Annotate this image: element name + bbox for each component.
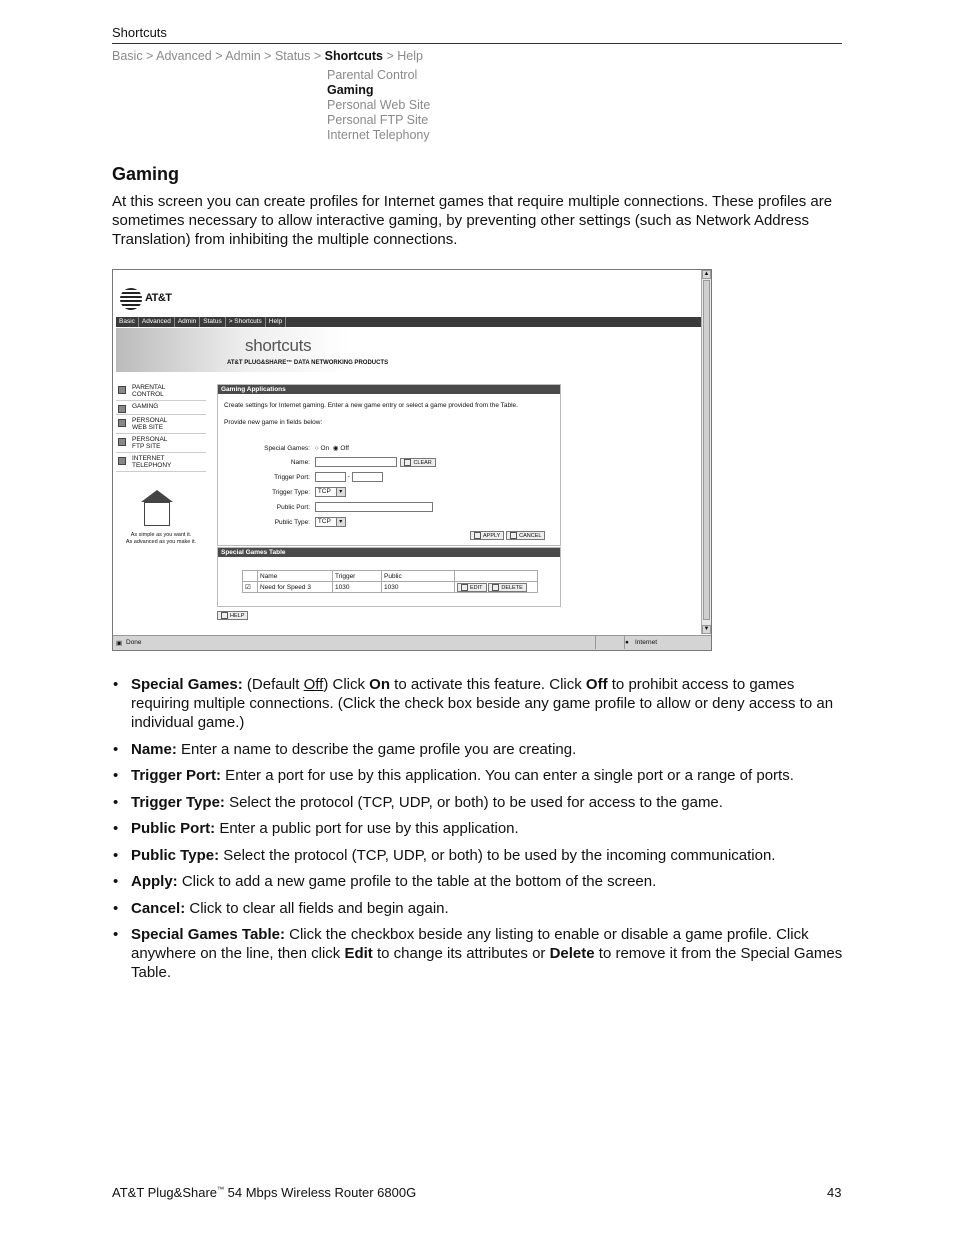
house-icon [141, 490, 171, 526]
special-games-row: Special Games: ○ On ◉ Off [264, 445, 349, 452]
banner-image [116, 328, 701, 372]
submenu-item-gaming: Gaming [327, 83, 374, 97]
browser-status-bar [113, 635, 711, 650]
banner-title: shortcuts [245, 336, 312, 355]
delete-button[interactable]: DELETE [488, 583, 526, 592]
router-leftnav-personal-web-site: PERSONAL WEB SITE [116, 415, 206, 434]
row-actions [455, 582, 538, 593]
router-leftnav-personal-ftp-site: PERSONAL FTP SITE [116, 434, 206, 453]
name-row: Name: CLEAR [222, 457, 436, 467]
row-name: Need for Speed 3 [258, 582, 333, 593]
gaming-applications-hint: Provide new game in fields below: [224, 418, 323, 426]
intro-paragraph: At this screen you can create profiles for Internet games that require multiple connections. These profiles are sometimes necessary to allow interactive gaming, by preventing other settings (such as Network Address Translation) from inhibiting the multiple connections. [112, 193, 833, 248]
special-games-panel [217, 547, 561, 607]
router-nav-shortcuts: > Shortcuts [226, 317, 266, 327]
router-screenshot [112, 269, 712, 651]
public-port-input[interactable] [315, 502, 433, 512]
router-nav-advanced: Advanced [139, 317, 175, 327]
trigger-port-row: Trigger Port: - [222, 472, 383, 482]
breadcrumb-current: Shortcuts [324, 49, 383, 63]
col-public: Public [382, 571, 455, 582]
submenu-item-internet-telephony: Internet Telephony [327, 128, 430, 142]
router-nav-admin: Admin [175, 317, 200, 327]
breadcrumb [112, 49, 423, 63]
breadcrumb-post: > Help [382, 49, 423, 63]
cancel-button[interactable]: CANCEL [506, 531, 545, 540]
public-type-row: Public Type: TCP ▾ [222, 517, 346, 527]
banner-subtitle: AT&T PLUG&SHARE™ DATA NETWORKING PRODUCTS [227, 360, 389, 366]
radio-on[interactable]: ○ On [314, 445, 330, 452]
special-games-header: Special Games Table [218, 548, 560, 557]
att-logo-text: AT&T [145, 292, 172, 304]
gaming-applications-text: Create settings for Internet gaming. Enter a new game entry or select a game provided from the Table. [224, 402, 518, 409]
table-row[interactable] [243, 582, 538, 593]
list-item: • Cancel: Click to clear all fields and begin again. [112, 899, 847, 918]
table-header-row [243, 571, 538, 582]
col-name: Name [258, 571, 333, 582]
help-row [217, 611, 248, 620]
scroll-thumb [703, 280, 710, 620]
public-type-select[interactable]: TCP ▾ [315, 517, 346, 527]
help-button[interactable]: HELP [217, 611, 248, 620]
public-port-row: Public Port: [222, 502, 433, 512]
header-rule [112, 43, 842, 44]
att-globe-icon [120, 288, 142, 310]
scroll-down-icon: ▼ [703, 626, 710, 632]
apply-cancel-row [470, 531, 545, 540]
router-nav-bar [116, 317, 701, 327]
submenu-item-personal-web-site: Personal Web Site [327, 98, 431, 112]
list-item: • Special Games Table: Click the checkbox beside any listing to enable or disable a game profile. Click anywhere on the line, then click Edit to change its attributes or Delete to remove it from the Special Games Table. [112, 925, 847, 982]
field-descriptions [112, 675, 847, 990]
apply-button[interactable]: APPLY [470, 531, 504, 540]
trigger-port-end-input[interactable] [352, 472, 383, 482]
list-item: • Special Games: (Default Off) Click On to activate this feature. Click Off to prohibit access to games requiring multiple connections. (Click the check box beside any game profile to allow or deny access to an individual game.) [112, 675, 847, 732]
status-text: Done [126, 639, 142, 646]
router-leftnav-internet-telephony: INTERNET TELEPHONY [116, 453, 206, 472]
gaming-applications-panel [217, 384, 561, 546]
section-title: Gaming [112, 164, 180, 184]
trigger-port-start-input[interactable] [315, 472, 346, 482]
router-nav-basic: Basic [116, 317, 139, 327]
zone-text: Internet [635, 639, 658, 646]
vertical-scrollbar [701, 270, 711, 634]
router-nav-status: Status [200, 317, 225, 327]
submenu [327, 68, 430, 143]
row-public: 1030 [382, 582, 455, 593]
clear-button[interactable]: CLEAR [400, 458, 435, 467]
house-caption: As simple as you want it. As advanced as you make it. [125, 532, 197, 545]
globe-icon: ● [625, 639, 629, 646]
row-trigger: 1030 [333, 582, 382, 593]
router-left-nav [116, 382, 206, 472]
submenu-item-personal-ftp-site: Personal FTP Site [327, 113, 429, 127]
name-input[interactable] [315, 457, 397, 467]
page-number: 43 [827, 1185, 842, 1200]
col-trigger: Trigger [333, 571, 382, 582]
list-item: • Name: Enter a name to describe the game profile you are creating. [112, 740, 847, 759]
radio-off[interactable]: ◉ Off [332, 445, 349, 452]
router-nav-help: Help [266, 317, 286, 327]
running-header: Shortcuts [112, 25, 167, 40]
list-item: • Public Port: Enter a public port for use by this application. [112, 819, 847, 838]
breadcrumb-pre: Basic > Advanced > Admin > Status > [112, 49, 325, 63]
special-games-table [242, 570, 538, 593]
list-item: • Public Type: Select the protocol (TCP, UDP, or both) to be used by the incoming communication. [112, 846, 847, 865]
trigger-type-row: Trigger Type: TCP ▾ [222, 487, 346, 497]
edit-button[interactable]: EDIT [457, 583, 487, 592]
row-checkbox[interactable]: ☑ [243, 582, 258, 593]
list-item: • Trigger Type: Select the protocol (TCP, UDP, or both) to be used for access to the game. [112, 793, 847, 812]
router-leftnav-gaming: GAMING [116, 401, 206, 415]
footer-product: AT&T Plug&Share™ 54 Mbps Wireless Router 6800G [112, 1185, 417, 1200]
list-item: • Trigger Port: Enter a port for use by this application. You can enter a single port or a range of ports. [112, 766, 847, 785]
gaming-applications-header: Gaming Applications [218, 385, 560, 394]
scroll-up-icon: ▲ [703, 271, 710, 277]
router-leftnav-parental-control: PARENTAL CONTROL [116, 382, 206, 401]
page-icon: ▣ [116, 640, 123, 647]
list-item: • Apply: Click to add a new game profile to the table at the bottom of the screen. [112, 872, 847, 891]
submenu-item-parental-control: Parental Control [327, 68, 418, 82]
trigger-type-select[interactable]: TCP ▾ [315, 487, 346, 497]
